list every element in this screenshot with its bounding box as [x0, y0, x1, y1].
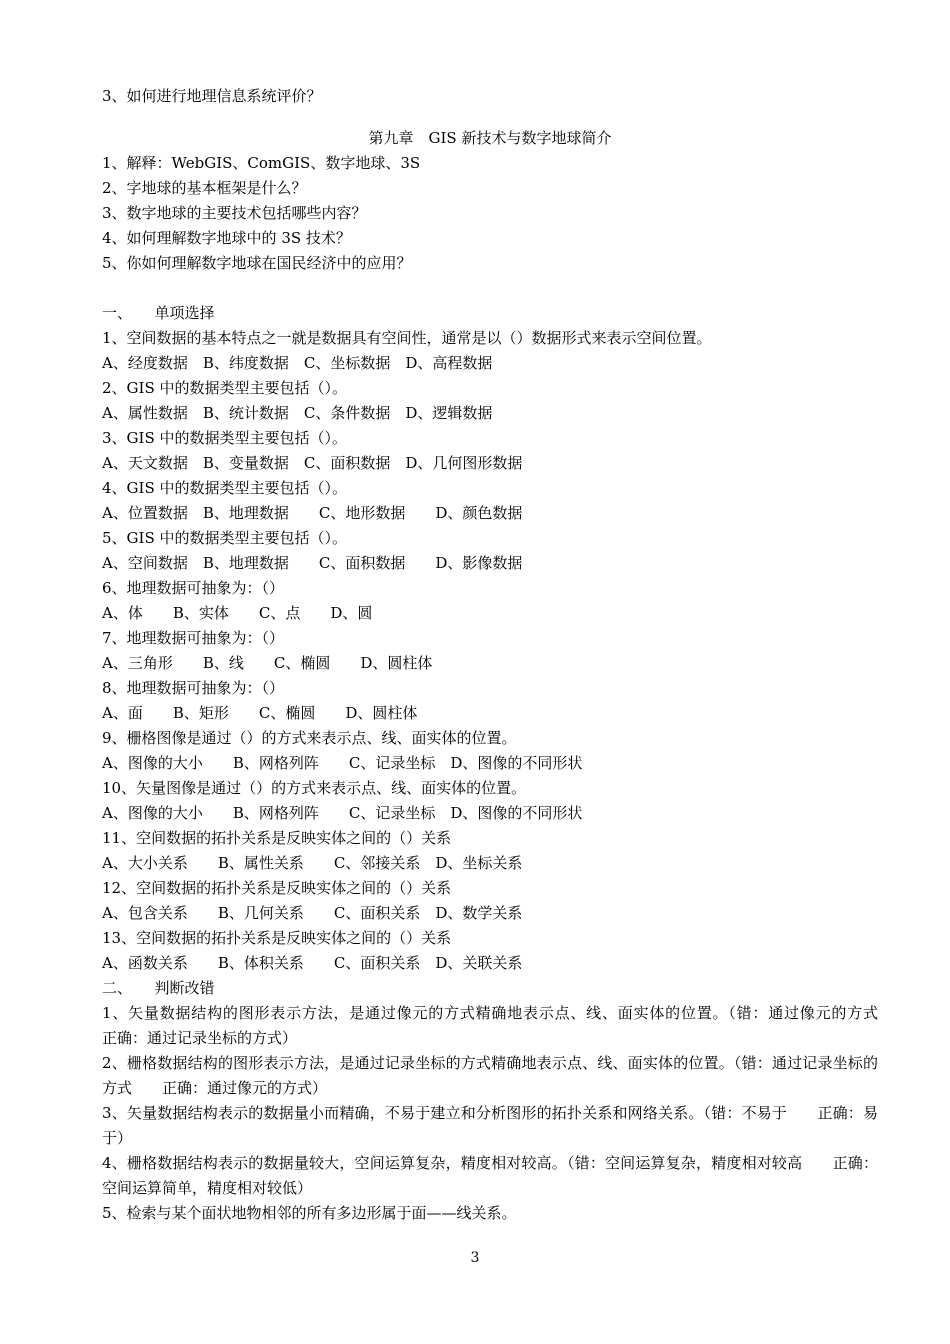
choice-options: A、空间数据 B、地理数据 C、面积数据 D、影像数据 [102, 554, 523, 572]
chapter-question: 1、解释：WebGIS、ComGIS、数字地球、3S [102, 154, 421, 172]
choice-options: A、天文数据 B、变量数据 C、面积数据 D、几何图形数据 [102, 454, 523, 472]
true-false-item: 5、检索与某个面状地物相邻的所有多边形属于面——线关系。 [102, 1204, 517, 1222]
page-number: 3 [470, 1250, 480, 1266]
section-heading-single-choice: 一、 单项选择 [102, 304, 215, 322]
choice-question: 5、GIS 中的数据类型主要包括（）。 [102, 529, 347, 547]
chapter-question: 3、数字地球的主要技术包括哪些内容？ [102, 204, 367, 222]
section-heading-true-false: 二、 判断改错 [102, 979, 215, 997]
choice-question: 13、空间数据的拓扑关系是反映实体之间的（）关系 [102, 929, 452, 947]
choice-options: A、位置数据 B、地理数据 C、地形数据 D、颜色数据 [102, 504, 523, 522]
choice-options: A、经度数据 B、纬度数据 C、坐标数据 D、高程数据 [102, 354, 493, 372]
choice-options: A、面 B、矩形 C、椭圆 D、圆柱体 [102, 704, 418, 722]
chapter-question: 2、字地球的基本框架是什么？ [102, 179, 307, 197]
true-false-item: 4、栅格数据结构表示的数据量较大，空间运算复杂，精度相对较高。（错：空间运算复杂，精度相对较高 正确：空间运算简单，精度相对较低） [102, 1154, 878, 1197]
choice-question: 4、GIS 中的数据类型主要包括（）。 [102, 479, 347, 497]
page-content [102, 84, 909, 1226]
choice-options: A、包含关系 B、几何关系 C、面积关系 D、数学关系 [102, 904, 523, 922]
choice-question: 1、空间数据的基本特点之一就是数据具有空间性，通常是以（）数据形式来表示空间位置。 [102, 329, 712, 347]
choice-options: A、三角形 B、线 C、椭圆 D、圆柱体 [102, 654, 433, 672]
spacer [102, 109, 878, 126]
choice-options: A、函数关系 B、体积关系 C、面积关系 D、关联关系 [102, 954, 523, 972]
choice-question: 9、栅格图像是通过（）的方式来表示点、线、面实体的位置。 [102, 729, 517, 747]
chapter-question: 4、如何理解数字地球中的 3S 技术？ [102, 229, 351, 247]
choice-options: A、属性数据 B、统计数据 C、条件数据 D、逻辑数据 [102, 404, 493, 422]
choice-question: 8、地理数据可抽象为：（） [102, 679, 285, 697]
choice-question: 11、空间数据的拓扑关系是反映实体之间的（）关系 [102, 829, 452, 847]
choice-question: 12、空间数据的拓扑关系是反映实体之间的（）关系 [102, 879, 452, 897]
true-false-list [102, 1001, 909, 1226]
intro-question: 3、如何进行地理信息系统评价？ [102, 87, 322, 105]
true-false-item: 3、矢量数据结构表示的数据量小而精确，不易于建立和分析图形的拓扑关系和网络关系。（错：不易于 正确：易于） [102, 1104, 878, 1147]
true-false-item: 2、栅格数据结构的图形表示方法，是通过记录坐标的方式精确地表示点、线、面实体的位置。（错：通过记录坐标的方式 正确：通过像元的方式） [102, 1054, 878, 1097]
choice-question: 7、地理数据可抽象为：（） [102, 629, 285, 647]
choice-options: A、体 B、实体 C、点 D、圆 [102, 604, 373, 622]
choice-options: A、图像的大小 B、网格列阵 C、记录坐标 D、图像的不同形状 [102, 804, 583, 822]
choice-question: 3、GIS 中的数据类型主要包括（）。 [102, 429, 347, 447]
chapter-questions [102, 151, 878, 276]
chapter-question: 5、你如何理解数字地球在国民经济中的应用？ [102, 254, 412, 272]
choice-question: 6、地理数据可抽象为：（） [102, 579, 285, 597]
choice-options: A、大小关系 B、属性关系 C、邻接关系 D、坐标关系 [102, 854, 523, 872]
choice-options: A、图像的大小 B、网格列阵 C、记录坐标 D、图像的不同形状 [102, 754, 583, 772]
spacer [102, 276, 878, 301]
choice-question: 10、矢量图像是通过（）的方式来表示点、线、面实体的位置。 [102, 779, 527, 797]
true-false-item: 1、矢量数据结构的图形表示方法，是通过像元的方式精确地表示点、线、面实体的位置。（错：通过像元的方式 正确：通过记录坐标的方式） [102, 1004, 909, 1047]
chapter-title: 第九章 GIS 新技术与数字地球简介 [368, 129, 612, 147]
single-choice-list [102, 326, 878, 976]
choice-question: 2、GIS 中的数据类型主要包括（）。 [102, 379, 347, 397]
